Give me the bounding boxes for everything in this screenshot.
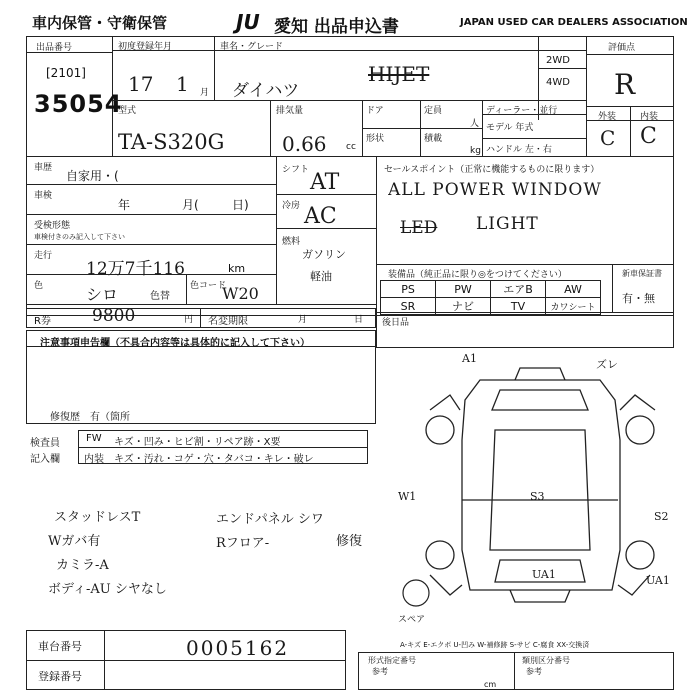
registration-month-unit: 月 [200, 88, 210, 98]
history-value: 自家用・( [66, 169, 119, 183]
mileage-label: 走行 [34, 251, 53, 261]
car-name-struck: HIJET [368, 62, 430, 86]
note-6: Rフロア- [216, 536, 270, 551]
chassis-value: 0005162 [186, 636, 290, 660]
inspector-label-1: 検査員 [30, 438, 60, 449]
grade-label: 評価点 [608, 43, 636, 53]
mark-ua1-center: UA1 [532, 568, 556, 581]
grade-value: R [614, 68, 636, 101]
displacement-label: 排気量 [276, 106, 304, 116]
recycle-label: R券 [34, 316, 51, 327]
warranty-label: 新車保証書 [622, 269, 662, 278]
interior-grade: C [640, 124, 657, 149]
mark-ua1-right: UA1 [646, 574, 670, 587]
sales-point-line2: LIGHT [476, 214, 539, 234]
lot-number: 35054 [34, 90, 123, 118]
inspection-day: 日) [232, 198, 249, 212]
ju-logo: JU [236, 10, 260, 34]
registration-month: 1 [176, 72, 189, 96]
inspector-fw-items: キズ・凹み・ヒビ割・リペア跡・X要 [114, 437, 281, 448]
history-label: 車歴 [34, 163, 53, 173]
equipment-label: 装備品（純正品に限り◎をつけてください） [388, 270, 567, 280]
sales-point-label: セールスポイント（正常に機能するものに限ります） [384, 165, 600, 175]
load-unit: kg [470, 146, 481, 156]
equip-navi: ナビ [436, 298, 491, 315]
equipment-grid [380, 280, 601, 315]
color-value: シロ [86, 285, 119, 304]
inspector-interior: 内装 [84, 454, 104, 465]
mileage-unit: km [228, 262, 246, 275]
equip-pw: PW [436, 281, 491, 298]
displacement-unit: cc [346, 142, 356, 152]
name-change-label: 名変期限 [208, 316, 248, 327]
category-label: 類別区分番号 [522, 656, 570, 665]
exterior-label: 外装 [598, 112, 617, 122]
equip-ps: PS [381, 281, 436, 298]
inspector-label-2: 記入欄 [30, 454, 60, 465]
capacity-label: 定員 [424, 106, 443, 116]
fuel-gasoline: ガソリン [302, 248, 346, 261]
equip-tv: TV [491, 298, 546, 315]
org-english: JAPAN USED CAR DEALERS ASSOCIATION [460, 17, 688, 28]
mark-a1: A1 [462, 352, 477, 365]
inspector-in-items: キズ・汚れ・コゲ・穴・タバコ・キレ・破レ [114, 454, 314, 465]
model-label: 型式 [118, 106, 137, 116]
ref-label-2: 参考 [526, 667, 542, 676]
cooler-value: AC [304, 204, 337, 229]
inspection-type-note: 車検付きのみ記入して下さい [34, 233, 125, 241]
mileage-value: 12万7千116 [86, 259, 185, 279]
displacement-value: 0.66 [282, 132, 327, 156]
note-4: ボディ-AU シヤなし [48, 582, 167, 597]
fuel-diesel: 軽油 [310, 270, 332, 283]
mark-s2: S2 [654, 510, 669, 523]
handle-label: ハンドル 左・右 [486, 145, 552, 155]
note-3: カミラ-A [56, 558, 109, 573]
equip-aw: AW [546, 281, 601, 298]
registration-label: 初度登録年月 [118, 42, 173, 52]
load-label: 積載 [424, 134, 443, 144]
color-code: W20 [222, 284, 259, 303]
sales-point-struck: LED [400, 218, 438, 238]
interior-label: 内装 [640, 112, 659, 122]
org-title: 愛知 出品申込書 [274, 17, 399, 37]
equip-airbag: エアB [491, 281, 546, 298]
mark-zure: ズレ [596, 358, 618, 371]
inspection-label: 車検 [34, 191, 53, 201]
recycle-value: 9800 [92, 306, 136, 326]
drive-4wd: 4WD [546, 77, 570, 88]
shift-label: シフト [282, 165, 310, 175]
exterior-grade: C [600, 126, 616, 150]
color-code-label: 色コード [190, 281, 227, 291]
form-number-label: 形式指定番号 [368, 656, 416, 665]
inspection-type-label: 受検形態 [34, 221, 71, 231]
ref-label-1: 参考 [372, 667, 388, 676]
page-title: 車内保管・守衛保管 [32, 14, 168, 32]
cooler-label: 冷房 [282, 201, 301, 211]
plate-label: 登録番号 [38, 670, 82, 683]
damage-legend: A-キズ E-エクボ U-凹み W-補修跡 S-サビ C-腐食 XX-交換済 [400, 641, 590, 649]
equip-sr: SR [381, 298, 436, 315]
cm-unit: cm [484, 680, 497, 689]
repair-label: 修復歴 有（箇所 [50, 412, 130, 423]
drive-2wd: 2WD [546, 55, 570, 66]
inspection-year: 年 [118, 198, 131, 212]
note-1: スタッドレスT [54, 510, 141, 525]
equip-seat: カワシート [546, 298, 601, 315]
note-2: Wガバ有 [48, 534, 101, 549]
sales-point-line1: ALL POWER WINDOW [388, 180, 602, 200]
recycle-unit: 円 [184, 315, 194, 325]
notes-label: 注意事項申告欄（不具合内容等は具体的に記入して下さい） [40, 338, 310, 349]
note-5: エンドパネル シワ [216, 512, 324, 527]
name-change-month: 月 [298, 315, 308, 325]
fuel-label: 燃料 [282, 237, 301, 247]
door-label: ドア [366, 106, 384, 116]
color-change-label: 色替 [150, 291, 170, 302]
car-name-value: ダイハツ [232, 81, 300, 101]
name-change-day: 日 [354, 315, 364, 325]
inspector-fw: FW [86, 433, 102, 444]
registration-year: 17 [128, 72, 154, 96]
note-7: 修復 [336, 534, 363, 549]
spare-label: スペア [398, 615, 426, 625]
model-value: TA-S320G [118, 130, 225, 154]
warranty-value: 有・無 [622, 292, 655, 305]
car-name-label: 車名・グレード [220, 42, 284, 52]
lot-label: 出品番号 [36, 43, 73, 53]
capacity-unit: 人 [470, 119, 480, 129]
model-year-label: モデル 年式 [486, 123, 534, 133]
color-label: 色 [34, 281, 44, 291]
chassis-label: 車台番号 [38, 640, 82, 653]
shape-label: 形状 [366, 134, 385, 144]
later-docs-label: 後日品 [382, 318, 410, 328]
dealer-label: ディーラー・並行 [486, 106, 558, 116]
inspection-month: 月( [182, 198, 199, 212]
shift-value: AT [310, 170, 340, 195]
mark-w1: W1 [398, 490, 417, 503]
lot-code: [2101] [46, 66, 86, 80]
mark-s3: S3 [530, 490, 545, 503]
